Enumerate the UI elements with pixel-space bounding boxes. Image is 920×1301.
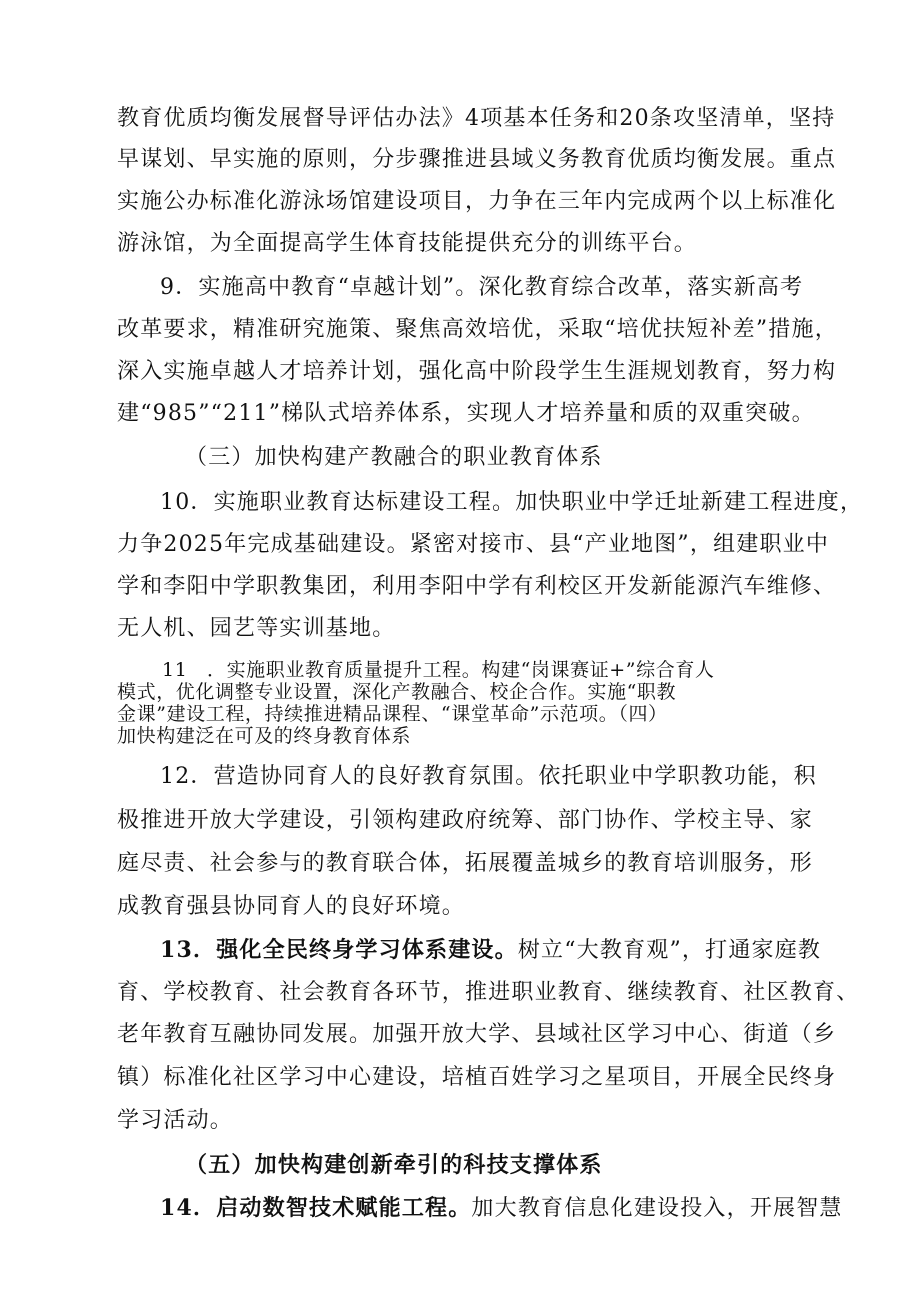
item-10-line: 力争2025年完成基础建设。紧密对接市、县“产业地图”，组建职业中 [117,532,830,557]
item-13-line: 学习活动。 [117,1108,234,1133]
item-11-line: 11 ．实施职业教育质量提升工程。构建“岗课赛证+”综合育人 [162,659,715,681]
item-12-line: 成教育强县协同育人的良好环境。 [117,894,466,919]
item-11-line: 加快构建泛在可及的终身教育体系 [117,725,412,747]
section-5-heading: （五）加快构建创新牵引的科技支撑体系 [185,1152,603,1178]
item-11-line: 金课”建设工程，持续推进精品课程、“课堂革命”示范项。（四） [117,703,668,725]
item-14-text: 加大教育信息化建设投入，开展智慧 [471,1196,843,1221]
section-3-heading: （三）加快构建产教融合的职业教育体系 [185,445,603,470]
item-14-first-line [160,1193,870,1224]
paragraph-line: 早谋划、早实施的原则，分步骤推进县域义务教育优质均衡发展。重点 [117,147,837,172]
paragraph-line: 实施公办标准化游泳场馆建设项目，力争在三年内完成两个以上标准化 [117,189,837,214]
item-13-first-line [160,935,870,966]
item-13-line: 育、学校教育、社会教育各环节，推进职业教育、继续教育、社区教育、 [117,980,860,1005]
paragraph-line: 游泳馆，为全面提高学生体育技能提供充分的训练平台。 [117,231,698,256]
item-10-line: 无人机、园艺等实训基地。 [117,616,396,641]
item-14-title: 14．启动数智技术赋能工程。 [160,1195,472,1221]
item-12-line: 12．营造协同育人的良好教育氛围。依托职业中学职教功能，积 [160,764,817,789]
item-13-line: 老年教育互融协同发展。加强开放大学、县域社区学习中心、街道（乡 [117,1022,837,1047]
item-12-line: 庭尽责、社会参与的教育联合体，拓展覆盖城乡的教育培训服务，形 [117,851,814,876]
item-13-line: 镇）标准化社区学习中心建设，培植百姓学习之星项目，开展全民终身 [117,1065,837,1090]
item-9-line: 建“985”“211”梯队式培养体系，实现人才培养量和质的双重突破。 [117,401,815,426]
item-12-line: 极推进开放大学建设，引领构建政府统筹、部门协作、学校主导、家 [117,808,814,833]
item-10-line: 学和李阳中学职教集团，利用李阳中学有利校区开发新能源汽车维修、 [117,574,837,599]
item-13-title: 13．强化全民终身学习体系建设。 [160,937,518,963]
item-9-line: 深入实施卓越人才培养计划，强化高中阶段学生生涯规划教育，努力构 [117,359,837,384]
item-10-line: 10．实施职业教育达标建设工程。加快职业中学迁址新建工程进度， [160,490,864,515]
item-9-line: 改革要求，精准研究施策、聚焦高效培优，采取“培优扶短补差”措施， [117,317,838,342]
item-11-line: 模式，优化调整专业设置，深化产教融合、校企合作。实施“职教 [117,681,677,703]
paragraph-line: 教育优质均衡发展督导评估办法》4项基本任务和20条攻坚清单，坚持 [117,106,836,131]
item-13-text: 树立“大教育观”，打通家庭教 [517,938,822,963]
item-9-line: 9．实施高中教育“卓越计划”。深化教育综合改革，落实新高考 [160,275,804,300]
